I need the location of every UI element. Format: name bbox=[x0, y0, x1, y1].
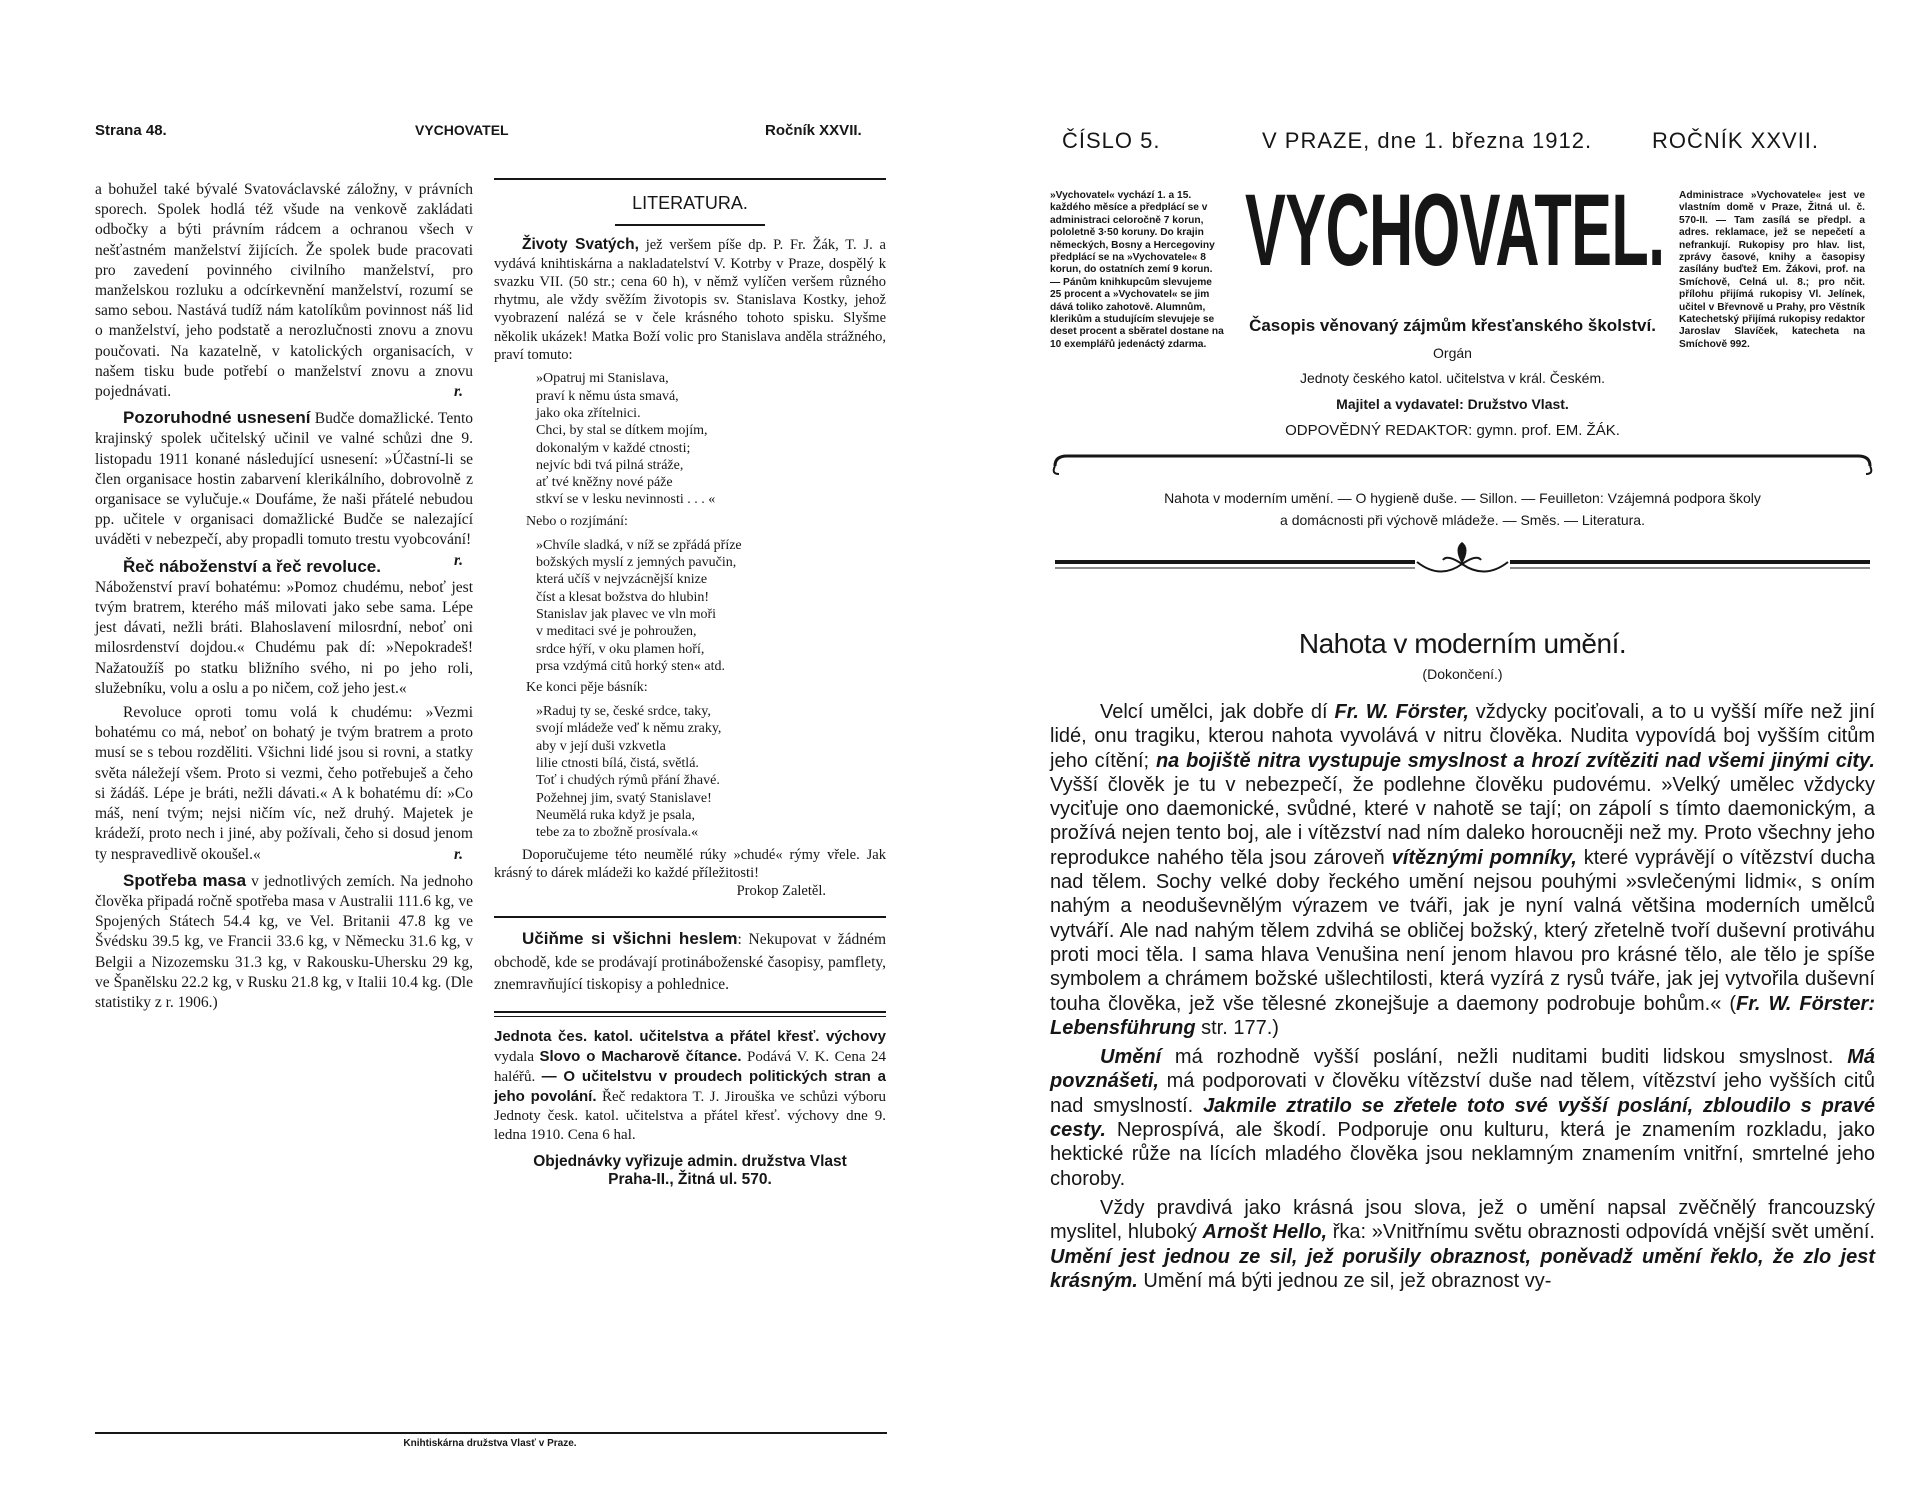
contents-line: a domácnosti při výchově mládeže. — Směs. — Literatura. bbox=[1280, 512, 1645, 528]
book-review: jež veršem píše dp. P. Fr. Žák, T. J. a vydává knihtiskárna a nakladatelství V. Kotrby v Praze, dospělý k svazku VII. (50 str.; cena 60 h), v němž vylíčen veršem různého rhytmu, ale vždy svěžím životopis sv. Stanislava Kostky, jehož vyobrazení nalézá se v čele krásného tohoto spisku. Slyšme několik ukázek! Matka Boží volic pro Stanislava anděla strážného, praví tomuto: bbox=[494, 237, 886, 364]
text-run: které vyprávějí o vítězství ducha nad tělem. Sochy velké doby řeckého umění nejsou pouhými »svlečenými lidmi«, s oním nahým a neoduševnělým výrazem ve tváři, jak je nyní valná většina moderních umělců vytváří. Ale nad nahým tělem zdvihá se obličej božský, který zřetelně tvoří duševní protiváhu proti moci těla. I sama hlava Venušina není jenom hlavou pro krásné tělo, ale tělo je spíše symbolem a chrámem božské ušlechtilosti, která vyzírá z rysů tváře, jak jej vytvořila duševní touha člověka, jež vše tělesné zkonejšuje a daemony podrobuje bohům.« ( bbox=[1050, 846, 1876, 1015]
masthead-subtitle: Časopis věnovaný zájmům křesťanského školství. bbox=[1249, 316, 1656, 335]
publisher: Majitel a vydavatel: Družstvo Vlast. bbox=[1336, 396, 1569, 412]
news-heading: Spotřeba masa bbox=[123, 870, 247, 890]
left-page bbox=[0, 0, 920, 1501]
divider bbox=[494, 1016, 886, 1017]
emphasis: vítěznými pomníky, bbox=[1391, 846, 1577, 869]
article-title: Nahota v moderním umění. bbox=[1298, 628, 1627, 659]
subscription-info: »Vychovatel« vychází 1. a 15. každého měsíce a předplácí se v administraci celoročně 7 korun, pololetně 3·50 koruny. Do krajin německých, Bosny a Hercegoviny předplácí se na »Vychovatele« 8 korun, do ostatních zemí 9 korun. — Pánům knihkupcům slevujeme 25 procent a »Vychovatel« se jim dává toliko zahotově. Alumnům, klerikům a studujícím slevujeje se deset procent a sběratel dostane na 10 exemplářů jedenáctý zdarma. bbox=[1050, 190, 1224, 350]
news-text: Budče domažlické. Tento krajinský spolek učitelský učinil ve valné schůzi dne 9. listopadu 1911 konané následující usnesení: »Účastní-li se člen organisace hostin zabarvení klerikálního, dobrovolně z organisace se vylučuje.« Doufáme, že naši přátelé nebudou pp. učitele v organisaci domažlické Budče se nalezající uváděti v nebezpečí, aby propadli tomuto trestu vyobcování! bbox=[95, 410, 474, 549]
poem-label: Ke konci pěje básník: bbox=[526, 680, 648, 696]
ornament-rule bbox=[1045, 448, 1880, 478]
author-name: Fr. W. Förster, bbox=[1334, 701, 1469, 723]
book-title: Životy Svatých, bbox=[522, 236, 639, 254]
emphasis: Má povznášeti, bbox=[1050, 1046, 1875, 1093]
signature: r. bbox=[453, 383, 463, 401]
poem-line: v meditaci své je pohroužen, bbox=[536, 624, 697, 640]
poem-line: která učíš v nejvzácnější knize bbox=[536, 572, 708, 588]
administration-info: Administrace »Vychovatele« jest ve vlastním domě v Praze, Žitná ul. č. 570-II. — Tam zasílá se předpl. a adres. reklamace, jež se nepečetí a nefrankují. Rukopisy pro hlav. list, zprávy časové, knihy a časopisy zasílány buďtež Em. Žákovi, prof. na Smíchově, Celná ul. 8.; pro nčit. přílohu přijímá rukopisy Vl. Jelínek, učitel v Břevnově u Prahy, pro Věstník Katechetský přijímá rukopisy redaktor Jaroslav Slavíček, katecheta na Smíchově 992. bbox=[1679, 190, 1865, 350]
text-run: řka: »Vnitřnímu světu obraznosti odpovídá vnější svět umění. bbox=[1327, 1221, 1875, 1244]
article-body bbox=[1050, 700, 1875, 1298]
section-title: LITERATURA. bbox=[632, 193, 748, 213]
recommendation: Doporučujeme této neumělé rúky »chudé« rýmy vřele. Jak krásný to dárek mládeži ko každé příležitosti! bbox=[494, 846, 886, 881]
poem-line: praví k němu ústa smavá, bbox=[536, 388, 679, 404]
review-author: Prokop Zaletěl. bbox=[736, 883, 826, 900]
orders-note: Objednávky vyřizuje admin. družstva Vlast Praha-II., Žitná ul. 570. bbox=[533, 1152, 847, 1189]
poem-line: svojí mládeže veď k němu zraky, bbox=[536, 721, 722, 737]
poem-line: tebe za to zbožně prosívala.« bbox=[536, 825, 699, 841]
ad-heading: Jednota čes. katol. učitelstva a přátel křesť. výchovy bbox=[494, 1027, 886, 1045]
poem-line: lilie ctnosti bílá, čistá, světlá. bbox=[536, 756, 699, 772]
ad-book-title: Slovo o Macharově čítance. bbox=[539, 1047, 742, 1065]
poem-line: nejvíc bdi tvá pilná stráže, bbox=[536, 457, 684, 473]
poem-line: srdce hýří, v oku plamen hoří, bbox=[536, 641, 705, 657]
ad-text: Podává V. K. Cena 24 haléřů. bbox=[494, 1048, 886, 1085]
article-subtitle: (Dokončení.) bbox=[1422, 666, 1503, 682]
divider bbox=[494, 916, 886, 918]
poem-line: božských myslí z jemných pavučin, bbox=[536, 555, 737, 571]
flourish-divider bbox=[1045, 540, 1880, 590]
poem-excerpt bbox=[536, 703, 886, 841]
emphasis: Umění jest jednou ze sil, jež porušily obraznost, poněvadž umění řeklo, že zlo jest krásným. bbox=[1050, 1245, 1875, 1292]
poem-line: číst a klesat božstva do hlubin! bbox=[536, 589, 710, 605]
poem-line: Požehnej jim, svatý Stanislave! bbox=[536, 790, 712, 806]
place-date: V PRAZE, dne 1. března 1912. bbox=[1262, 128, 1593, 153]
poem-line: stkví se v lesku nevinnosti . . . « bbox=[536, 492, 716, 508]
text-run: Umění má býti jednou ze sil, jež obraznost vy- bbox=[1137, 1269, 1552, 1292]
volume-label: Ročník XXVII. bbox=[765, 122, 862, 139]
emphasis: na bojiště nitra vystupuje smyslnost a hrozí zvítěziti nad všemi jinými city. bbox=[1155, 749, 1875, 772]
poem-line: Chci, by stal se dítkem mojím, bbox=[536, 423, 708, 439]
emphasis: Umění bbox=[1100, 1046, 1162, 1069]
poem-line: Toť i chudých rýmů přání žhavé. bbox=[536, 773, 720, 789]
text-run: má podporovati v člověku vítězství duše nad tělem, vítězství jeho vyšších citů nad smyslností. bbox=[1050, 1070, 1875, 1117]
divider bbox=[494, 178, 886, 180]
text-run: Velcí umělci, jak dobře dí bbox=[1100, 701, 1335, 723]
text-run: Neprospívá, ale škodí. Podporuje onu kulturu, která je znamením rozkladu, jako hektické růže na lících mladého člověka jsou neklamným znamením vnitřní, smrtelné jeho choroby. bbox=[1050, 1119, 1875, 1190]
news-text: v jednotlivých zemích. Na jednoho člověka připadá ročně spotřeba masa v Australii 111.6 kg, ve Spojených Státech 54.4 kg, ve Vel. Britanii 47.8 kg ve Švédsku 39.5 kg, ve Francii 33.6 kg, v Německu 31.6 kg, v Belgii a Nizozemsku 31.3 kg, v Rakousku-Uhersku 29 kg, ve Španělsku 22.2 kg, v Rusku 21.8 kg, v Italii 10.4 kg. (Dle statistiky z r. 1906.) bbox=[95, 872, 474, 1011]
footer-rule bbox=[95, 1432, 887, 1434]
poem-line: jako oka zřítelnici. bbox=[536, 405, 641, 421]
news-text: Náboženství praví bohatému: »Pomoz chudému, neboť jest tvým bratrem, kterého máš milovati jako sebe sama. Lépe jest dávati, nežli bráti. Blahoslavení milosrdní, neboť oni milosrdenství dojdou.« Chudému pak dí: »Nepokradeš! Nažatoužíš po statku bližního svého, ni po jeho roli, služebníku, volu a oslu a po ničem, což jeho jest.« bbox=[95, 578, 473, 697]
poem-line: ať tvé kněžny nové páže bbox=[536, 475, 673, 491]
left-column bbox=[95, 180, 473, 1013]
divider bbox=[615, 224, 765, 226]
issue-number: ČÍSLO 5. bbox=[1062, 128, 1161, 153]
article-continuation: a bohužel také bývalé Svatováclavské záložny, v právních sporech. Spolek hodlá též všude na venkově zakládati odbočky a býti právním rádcem a ochranou všech v nešťastném manželství žijících. Že spolek bude pracovati pro zavedení povinného civilního manželství, pro manželskou rozluku a odcírkevnění manželství, rozumí se samo sebou. Nastává tudíž nám katolíkům povinnost náš lid o manželství, jeho podstatě a nerozlučnosti znovu a znovu poučovati. Na kazatelně, v katolických organisacích, v našem tisku bude potřebí o manželství znovu a znovu pojednávati. bbox=[95, 181, 473, 401]
poem-line: dokonalým v každé ctnosti; bbox=[536, 440, 691, 456]
organ-of: Jednoty českého katol. učitelstva v král. Českém. bbox=[1299, 370, 1606, 386]
news-heading: Řeč náboženství a řeč revoluce. bbox=[123, 556, 381, 576]
signature: r. bbox=[453, 845, 463, 863]
printer-note: Knihtiskárna družstva Vlasť v Praze. bbox=[403, 1438, 577, 1449]
divider bbox=[494, 1011, 886, 1013]
text-run: vždycky pociťovali, a to u vyšší míře než jiní lidé, onu tragiku, kterou nahota vyvolává v nitru člověka. Nudita vypovídá boj vyšším citům jeho cítění; bbox=[1050, 701, 1876, 772]
news-heading: Pozoruhodné usnesení bbox=[123, 408, 311, 428]
ad-book-title: — O učitelstvu v proudech politických stran a jeho povolání. bbox=[494, 1067, 886, 1105]
poem-excerpt bbox=[536, 370, 886, 508]
poem-line: aby v její duši vzkvetla bbox=[536, 738, 666, 754]
poem-line: prsa vzdýmá citů horký sten« atd. bbox=[536, 658, 725, 674]
literature-column bbox=[494, 178, 886, 1189]
poem-line: Stanislav jak plavec ve vln moři bbox=[536, 606, 717, 622]
text-run: má rozhodně vyšší poslání, nežli nuditami buditi lidskou smyslnost. bbox=[1161, 1046, 1848, 1069]
editor: ODPOVĚDNÝ REDAKTOR: gymn. prof. EM. ŽÁK. bbox=[1285, 422, 1620, 439]
ad-text: Řeč redaktora T. J. Jirouška ve schůzi výboru Jednoty česk. katol. učitelstva a přátel křesť. výchovy dne 9. ledna 1910. Cena 6 hal. bbox=[494, 1088, 887, 1143]
emphasis: Jakmile ztratilo se zřetele toto své vyšší poslání, zbloudilo s pravé cesty. bbox=[1050, 1094, 1875, 1142]
text-run: str. 177.) bbox=[1195, 1016, 1279, 1039]
motto-heading: Učiňme si všichni heslem bbox=[522, 929, 738, 949]
masthead-title: VYCHOVATEL. bbox=[1245, 173, 1665, 287]
volume-label: ROČNÍK XXVII. bbox=[1652, 128, 1820, 153]
poem-excerpt bbox=[536, 537, 886, 675]
page-number: Strana 48. bbox=[95, 122, 167, 139]
contents-line: Nahota v moderním umění. — O hygieně duše. — Sillon. — Feuilleton: Vzájemná podpora školy bbox=[1164, 490, 1761, 506]
author-name: Arnošt Hello, bbox=[1202, 1221, 1328, 1244]
motto-text: : Nekupovat v žádném obchodě, kde se prodávají protináboženské časopisy, pamflety, znemravňující tiskopisy a pohlednice. bbox=[494, 931, 886, 994]
poem-line: Neumělá ruka když je psala, bbox=[536, 807, 695, 823]
text-run: Vyšší člověk je tu v nebezpečí, že podlehne člověku pudovému. »Velký umělec vždycky vyciťuje ono daemonické, svůdné, které v nahotě se tají; on zápolí s tímto daemonickým, a prožívá nejen tento boj, ale i vítězství nad ním daleko horoucněji než my. Proto všechny jeho reprodukce nahého těla jsou zároveň bbox=[1050, 773, 1875, 869]
citation: Fr. W. Förster: Lebensführung bbox=[1050, 992, 1875, 1039]
poem-line: »Opatruj mi Stanislava, bbox=[536, 371, 669, 387]
poem-label: Nebo o rozjímání: bbox=[526, 513, 628, 529]
text-run: Vždy pravdivá jako krásná jsou slova, jež o umění napsal zvěčnělý francouzský myslitel, hluboký bbox=[1050, 1196, 1875, 1244]
table-of-contents bbox=[1050, 487, 1875, 531]
poem-line: »Raduj ty se, české srdce, taky, bbox=[536, 704, 711, 720]
organ-label: Orgán bbox=[1433, 345, 1472, 361]
poem-line: »Chvíle sladká, v níž se zpřádá příze bbox=[536, 537, 742, 553]
signature: r. bbox=[453, 551, 463, 569]
ad-connector: vydala bbox=[494, 1048, 534, 1065]
news-text: Revoluce oproti tomu volá k chudému: »Vezmi bohatému co má, neboť on bohatý je tvým bratrem a proto musí se s tebou rozděliti. Všichni lidé jsou si rovni, a statky světa náležejí všem. Proto si vezmi, čeho potřebuješ a čeho si žádáš. Lépe je bráti, nežli dávati.« A k bohatému dí: »Co máš, není tvým; nejsi ničím víc, než druhý. Majetek je krádeží, proto nech i jiné, aby požívali, čeho si dosud jenom ty nespravedlivě okoušel.« bbox=[95, 704, 473, 863]
running-title: VYCHOVATEL bbox=[415, 122, 509, 138]
